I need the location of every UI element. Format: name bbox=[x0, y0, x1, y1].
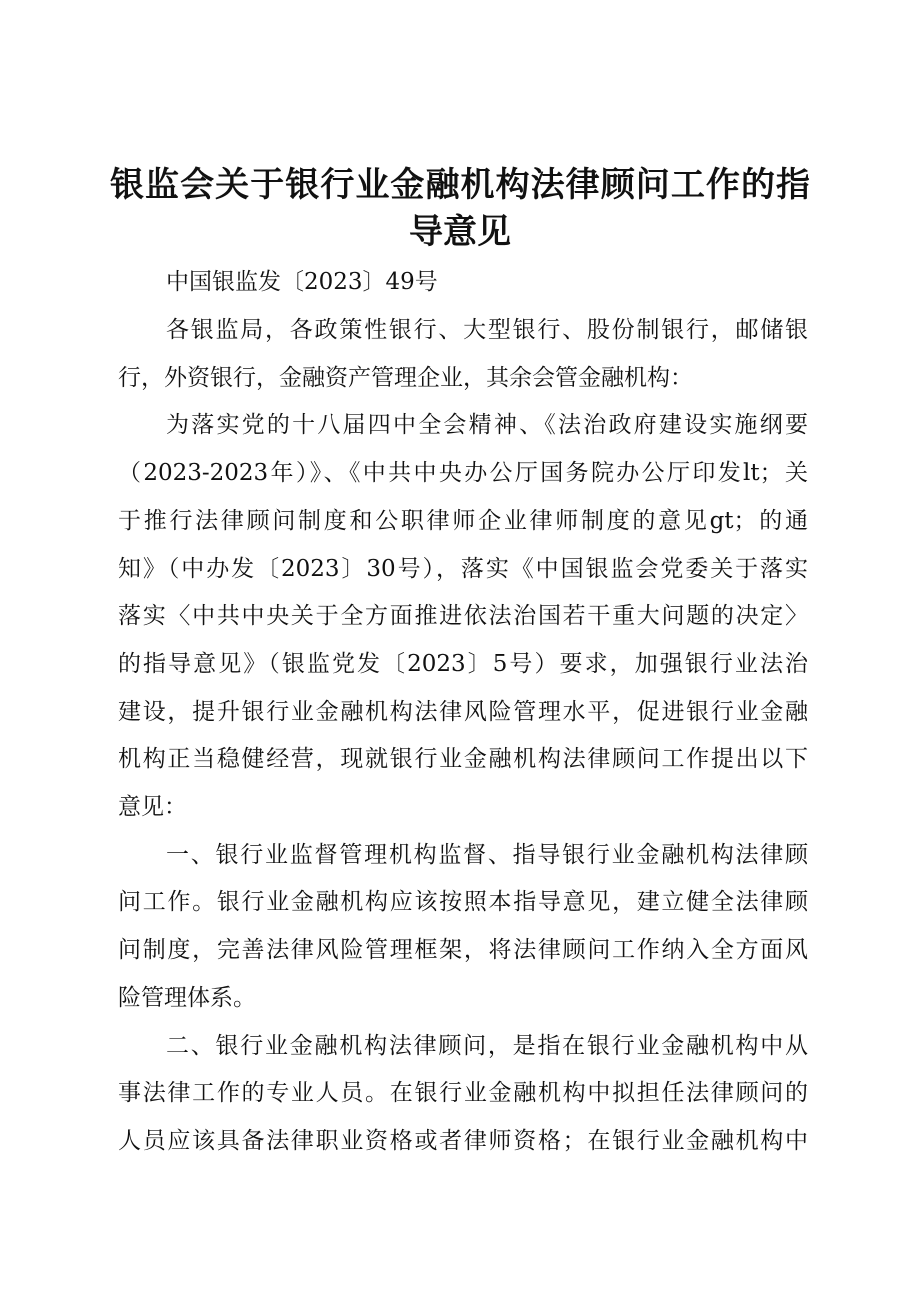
body-text-line: 各银监局，各政策性银行、大型银行、股份制银行，邮储银 bbox=[166, 317, 808, 343]
body-text-line: 建设，提升银行业金融机构法律风险管理水平，促进银行业金融 bbox=[118, 698, 808, 725]
body-text-line: 知》（中办发〔2023〕30号），落实《中国银监会党委关于落实 bbox=[118, 555, 808, 582]
body-text-line: 问制度，完善法律风险管理框架，将法律顾问工作纳入全方面风 bbox=[118, 937, 808, 964]
body-text-line: 事法律工作的专业人员。在银行业金融机构中拟担任法律顾问的 bbox=[118, 1080, 808, 1107]
body-text-line: 意见： bbox=[118, 794, 187, 820]
body-text-line: 问工作。银行业金融机构应该按照本指导意见，建立健全法律顾 bbox=[118, 889, 808, 916]
document-title-line-2: 导意见 bbox=[409, 212, 511, 252]
body-text-line: 人员应该具备法律职业资格或者律师资格；在银行业金融机构中 bbox=[118, 1127, 808, 1154]
body-text-line: 险管理体系。 bbox=[118, 984, 256, 1011]
body-text-line: 的指导意见》（银监党发〔2023〕5号）要求，加强银行业法治 bbox=[118, 650, 808, 677]
body-text-line: 二、银行业金融机构法律顾问，是指在银行业金融机构中从 bbox=[166, 1032, 808, 1059]
body-text-line: 于推行法律顾问制度和公职律师企业律师制度的意见gt；的通 bbox=[118, 507, 808, 534]
body-text-line: 为落实党的十八届四中全会精神、《法治政府建设实施纲要 bbox=[166, 412, 808, 439]
body-text-line: 机构正当稳健经营，现就银行业金融机构法律顾问工作提出以下 bbox=[118, 746, 808, 773]
document-title-line-1: 银监会关于银行业金融机构法律顾问工作的指 bbox=[110, 165, 810, 205]
document-number: 中国银监发〔2023〕49号 bbox=[166, 269, 438, 295]
body-text-line: 落实〈中共中央关于全方面推进依法治国若干重大问题的决定〉 bbox=[118, 603, 808, 630]
body-text-line: 一、银行业监督管理机构监督、指导银行业金融机构法律顾 bbox=[166, 841, 808, 868]
body-text-line: （2023-2023年）》、《中共中央办公厅国务院办公厅印发lt；关 bbox=[118, 460, 808, 487]
body-text-line: 行，外资银行，金融资产管理企业，其余会管金融机构： bbox=[118, 364, 693, 391]
